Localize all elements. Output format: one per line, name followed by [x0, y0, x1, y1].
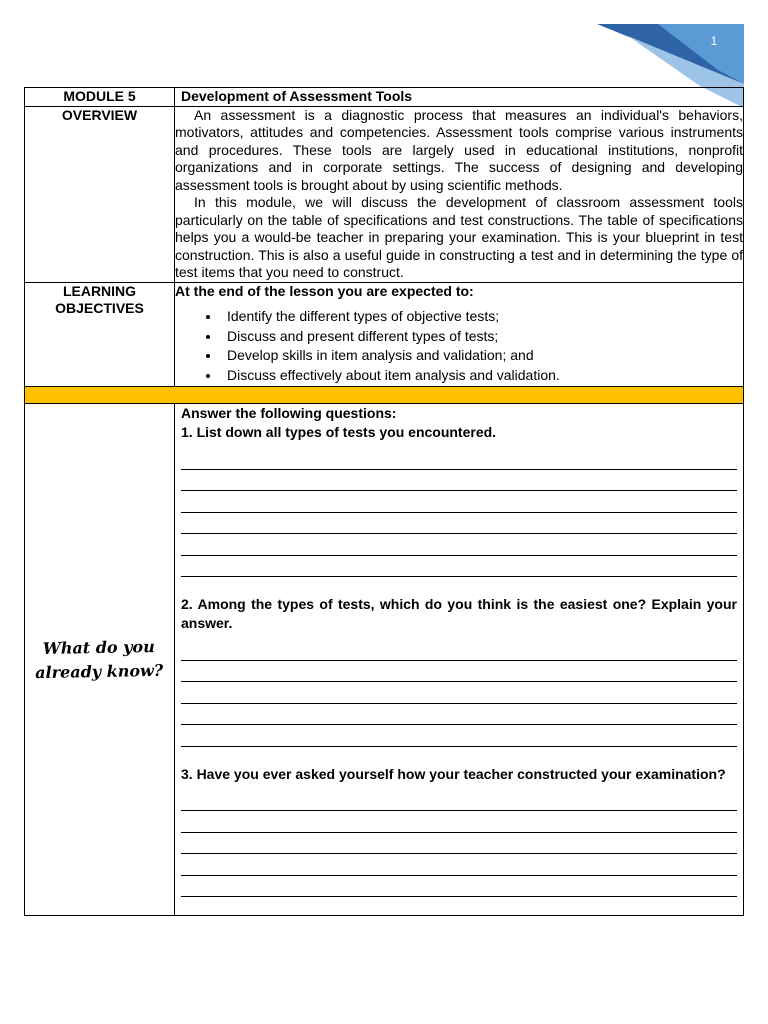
answer-line[interactable]: [181, 790, 737, 812]
list-item: • Discuss effectively about item analysis and validation.: [221, 367, 743, 385]
module-title: Development of Assessment Tools: [175, 88, 744, 107]
overview-paragraph-2: In this module, we will discuss the development of classroom assessment tools particularly on the table of specifications and test constructions. The table of specifications helps you a would-be teacher in preparing your examination. This is your blueprint in test construction. This is also a useful guide in constructing a test and in determining the type of test items that you need to construct.: [175, 194, 743, 280]
answer-line[interactable]: [181, 876, 737, 898]
list-item: • Discuss and present different types of tests;: [221, 328, 743, 346]
list-item: • Identify the different types of objective tests;: [221, 308, 743, 326]
answer-line[interactable]: [181, 513, 737, 535]
questions-instruction: Answer the following questions:: [181, 405, 397, 421]
highlight-band-row: [25, 387, 744, 404]
objectives-body: [175, 282, 744, 387]
answer-line[interactable]: [181, 491, 737, 513]
what-do-you-know-label: [35, 634, 164, 684]
answer-lines-3: [181, 790, 737, 898]
list-item: • Develop skills in item analysis and validation; and: [221, 347, 743, 365]
questions-block: [175, 404, 743, 897]
objectives-heading: At the end of the lesson you are expected to:: [175, 282, 474, 299]
overview-body: [175, 106, 744, 282]
answer-line[interactable]: [181, 448, 737, 470]
highlight-band: [25, 387, 744, 404]
answer-line[interactable]: [181, 811, 737, 833]
overview-label: OVERVIEW: [25, 106, 175, 282]
answer-line[interactable]: [181, 725, 737, 747]
answer-line[interactable]: [181, 682, 737, 704]
question-1: 1. List down all types of tests you encountered.: [181, 424, 497, 440]
objectives-list: [175, 308, 743, 384]
module-row: [25, 88, 744, 107]
answer-line[interactable]: [181, 854, 737, 876]
question-3: 3. Have you ever asked yourself how your teacher constructed your examination?: [181, 765, 726, 782]
objectives-row: [25, 282, 744, 387]
answer-lines-1: [181, 448, 737, 577]
answer-line[interactable]: [181, 470, 737, 492]
answer-line[interactable]: [181, 556, 737, 578]
answer-line[interactable]: [181, 639, 737, 661]
what-do-you-know-label-cell: [25, 404, 175, 916]
overview-paragraph-1: An assessment is a diagnostic process that measures an individual's behaviors, motivators, attitudes and competencies. Assessment tools comprise various instruments and procedures. These tools are largely used in educational institutions, nonprofit organizations and in corporate settings. The success of designing and developing assessment tools is brought about by using scientific methods.: [175, 106, 743, 193]
page-number: 1: [710, 34, 718, 48]
module-label: MODULE 5: [25, 88, 175, 107]
answer-line[interactable]: [181, 833, 737, 855]
questions-cell: [175, 404, 744, 916]
question-2: 2. Among the types of tests, which do you think is the easiest one? Explain your answer.: [181, 596, 737, 631]
answer-lines-2: [181, 639, 737, 747]
what-do-you-know-line-1: What do you: [43, 636, 156, 658]
objectives-label-line-2: OBJECTIVES: [55, 300, 144, 316]
answer-line[interactable]: [181, 534, 737, 556]
objectives-label: [25, 282, 175, 387]
overview-row: [25, 106, 744, 282]
answer-line[interactable]: [181, 704, 737, 726]
objectives-label-line-1: LEARNING: [62, 282, 137, 299]
module-table: [24, 87, 744, 916]
what-do-you-know-row: [25, 404, 744, 916]
what-do-you-know-line-2: already know?: [35, 660, 164, 682]
answer-line[interactable]: [181, 661, 737, 683]
